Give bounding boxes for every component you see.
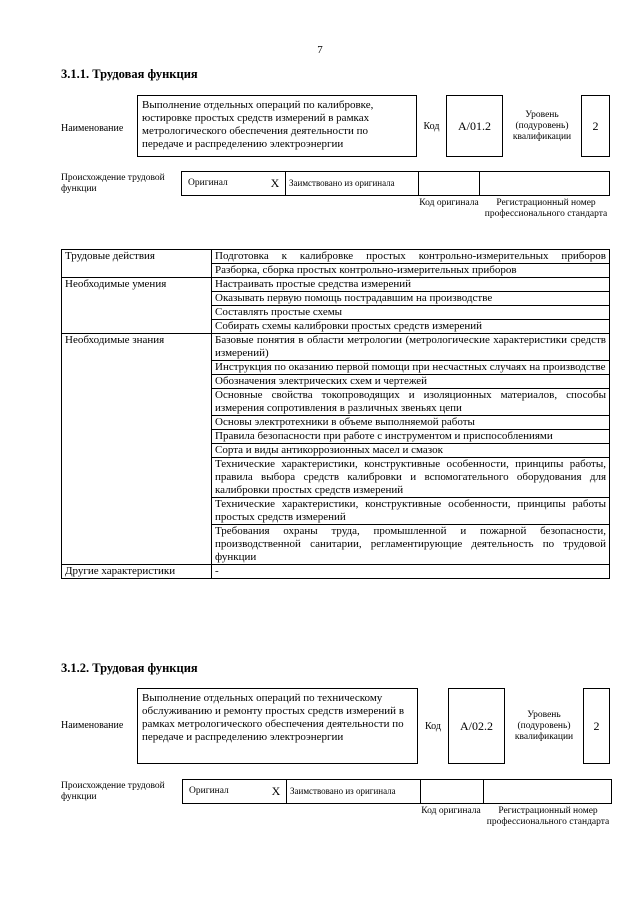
level-label: Уровень (подуровень) квалификации bbox=[514, 709, 574, 742]
other-characteristics-label: Другие характеристики bbox=[62, 565, 212, 579]
original-label: Оригинал bbox=[188, 178, 228, 188]
skill-item: Настраивать простые средства измерений bbox=[212, 278, 610, 292]
knowledge-item: Базовые понятия в области метрологии (метрологические характеристики средств измерений) bbox=[212, 334, 610, 361]
labor-actions-label: Трудовые действия bbox=[62, 250, 212, 278]
borrowed-label: Заимствовано из оригинала bbox=[289, 178, 395, 188]
function-name-box: Выполнение отдельных операций по техническому обслуживанию и ремонту простых средств измерений в рамках метрологического обеспечения деятельности по передаче и распределению электроэнергии bbox=[137, 688, 418, 764]
divider bbox=[483, 780, 484, 803]
knowledge-item: Технические характеристики, конструктивные особенности, принципы работы простых средств измерений bbox=[212, 498, 610, 525]
code-original-caption: Код оригинала bbox=[421, 806, 481, 816]
divider bbox=[286, 780, 287, 803]
original-mark: X bbox=[270, 176, 280, 190]
divider bbox=[420, 780, 421, 803]
code-original-caption: Код оригинала bbox=[419, 198, 479, 208]
knowledge-item: Обозначения электрических схем и чертежей bbox=[212, 375, 610, 389]
origin-row bbox=[182, 779, 612, 804]
skills-label: Необходимые умения bbox=[62, 278, 212, 334]
labor-action-item: Разборка, сборка простых контрольно-измерительных приборов bbox=[212, 264, 610, 278]
function-name-box: Выполнение отдельных операций по калибровке, юстировке простых средств измерений в рамках метрологического обеспечения деятельности по передаче и распределению электроэнергии bbox=[137, 95, 417, 157]
other-characteristics-value: - bbox=[212, 565, 610, 579]
knowledge-item: Основные свойства токопроводящих и изоляционных материалов, способы измерения сопротивления в различных звеньях цепи bbox=[212, 389, 610, 416]
reg-number-caption: Регистрационный номер профессионального стандарта bbox=[484, 198, 608, 219]
divider bbox=[418, 172, 419, 195]
knowledge-item: Технические характеристики, конструктивные особенности, принципы работы, правила выбора средств калибровки и вспомогательного оборудования для калибровки простых средств измерений bbox=[212, 458, 610, 498]
origin-label: Происхождение трудовой функции bbox=[61, 173, 165, 194]
name-label: Наименование bbox=[61, 122, 124, 134]
divider bbox=[285, 172, 286, 195]
origin-label: Происхождение трудовой функции bbox=[61, 781, 165, 802]
skill-item: Собирать схемы калибровки простых средств измерений bbox=[212, 320, 610, 334]
section-title-3-1-2: 3.1.2. Трудовая функция bbox=[61, 661, 198, 675]
borrowed-label: Заимствовано из оригинала bbox=[290, 786, 396, 796]
original-mark: X bbox=[271, 784, 281, 798]
function-code: А/02.2 bbox=[448, 688, 505, 764]
skill-item: Составлять простые схемы bbox=[212, 306, 610, 320]
function-code: А/01.2 bbox=[446, 95, 503, 157]
level-label: Уровень (подуровень) квалификации bbox=[512, 109, 572, 142]
skill-item: Оказывать первую помощь пострадавшим на производстве bbox=[212, 292, 610, 306]
code-label: Код bbox=[425, 720, 441, 732]
knowledge-item: Инструкция по оказанию первой помощи при несчастных случаях на производстве bbox=[212, 361, 610, 375]
knowledge-label: Необходимые знания bbox=[62, 334, 212, 565]
page-number: 7 bbox=[317, 44, 323, 56]
labor-action-item: Подготовка к калибровке простых контрольно-измерительных приборов bbox=[212, 250, 610, 264]
knowledge-item: Требования охраны труда, промышленной и пожарной безопасности, производственной санитарии, регламентирующие деятельность по трудовой функции bbox=[212, 525, 610, 565]
knowledge-item: Основы электротехники в объеме выполняемой работы bbox=[212, 416, 610, 430]
qualification-level: 2 bbox=[581, 95, 610, 157]
divider bbox=[479, 172, 480, 195]
original-label: Оригинал bbox=[189, 786, 229, 796]
section-title-3-1-1: 3.1.1. Трудовая функция bbox=[61, 67, 198, 81]
name-label: Наименование bbox=[61, 719, 124, 731]
knowledge-item: Сорта и виды антикоррозионных масел и смазок bbox=[212, 444, 610, 458]
competency-table bbox=[61, 249, 610, 579]
origin-row bbox=[181, 171, 610, 196]
knowledge-item: Правила безопасности при работе с инструментом и приспособлениями bbox=[212, 430, 610, 444]
code-label: Код bbox=[423, 120, 440, 132]
qualification-level: 2 bbox=[583, 688, 610, 764]
reg-number-caption: Регистрационный номер профессионального стандарта bbox=[486, 806, 610, 827]
